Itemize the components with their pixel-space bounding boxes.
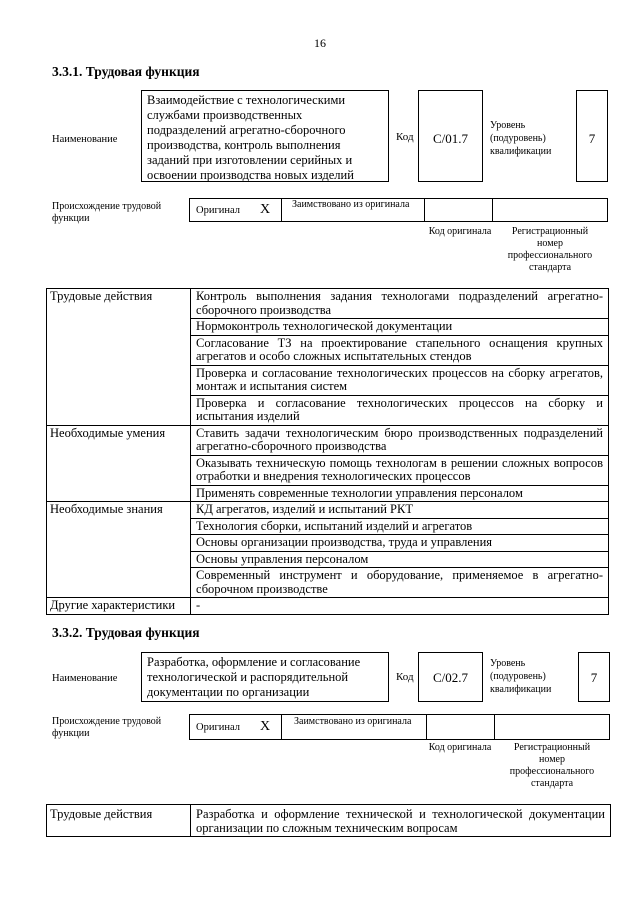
row-header: Другие характеристики	[47, 598, 191, 615]
original-label: Оригинал	[196, 722, 240, 733]
original-cell	[189, 714, 282, 740]
table-cell: Проверка и согласование технологических процессов на сборку агрегатов, монтаж и испытания систем	[191, 365, 609, 395]
origin-label: Происхождение трудовой функции	[52, 716, 162, 739]
table-cell: Оказывать техническую помощь технологам в решении сложных вопросов отработки и внедрения технологических процессов	[191, 455, 609, 485]
table-row	[47, 598, 609, 615]
page-number: 16	[314, 36, 326, 50]
function-name-box: Разработка, оформление и согласование технологической и распорядительной документации по организации	[141, 652, 389, 702]
row-header: Трудовые действия	[47, 805, 191, 837]
borrowed-cell	[281, 714, 427, 740]
level-value: 7	[590, 670, 598, 685]
section-heading: 3.3.1. Трудовая функция	[52, 64, 200, 79]
function-name-box: Взаимодействие с технологическими службами производственных подразделений агрегатно-сборочного производства, контроль выполнения заданий при изготовлении серийных и освоении производства новых изделий	[141, 90, 389, 182]
code-label: Код	[396, 131, 414, 143]
section-heading: 3.3.2. Трудовая функция	[52, 625, 200, 640]
reg-number-label: Регистрационный номер профессионального стандарта	[507, 226, 593, 273]
table-cell: Разработка и оформление технической и технологической документации организации по сложным техническим вопросам	[191, 805, 611, 837]
reg-number-label: Регистрационный номер профессионального стандарта	[509, 742, 595, 789]
table-row	[47, 289, 609, 319]
table-row	[47, 502, 609, 519]
borrowed-label: Заимствовано из оригинала	[292, 199, 410, 210]
original-mark: Х	[260, 202, 271, 217]
code-label: Код	[396, 671, 414, 683]
table-cell: Согласование ТЗ на проектирование стапельного оснащения крупных агрегатов и особо сложных испытательных стендов	[191, 335, 609, 365]
borrowed-label: Заимствовано из оригинала	[294, 716, 412, 727]
code-value: С/02.7	[432, 670, 469, 685]
name-label: Наименование	[52, 134, 118, 145]
row-header: Необходимые умения	[47, 425, 191, 502]
code-box	[418, 90, 483, 182]
code-original-cell	[426, 714, 495, 740]
table-cell: Ставить задачи технологическим бюро производственных подразделений агрегатно-сборочного производства	[191, 425, 609, 455]
code-box	[418, 652, 483, 702]
origin-label: Происхождение трудовой функции	[52, 201, 162, 224]
code-original-label: Код оригинала	[428, 226, 492, 237]
table-cell: Современный инструмент и оборудование, применяемое в агрегатно-сборочном производстве	[191, 568, 609, 598]
table-cell: Основы организации производства, труда и управления	[191, 535, 609, 552]
reg-number-cell	[494, 714, 610, 740]
original-mark: Х	[260, 719, 271, 734]
function-table	[46, 804, 611, 837]
level-label: Уровень (подуровень) квалификации	[490, 658, 552, 695]
table-row	[47, 805, 611, 837]
function-table	[46, 288, 609, 615]
name-label: Наименование	[52, 673, 118, 684]
table-cell: Нормоконтроль технологической документации	[191, 319, 609, 336]
table-cell: Технология сборки, испытаний изделий и агрегатов	[191, 518, 609, 535]
table-cell: -	[191, 598, 609, 615]
reg-number-cell	[492, 198, 608, 222]
code-original-label: Код оригинала	[428, 742, 492, 753]
level-value: 7	[588, 131, 596, 146]
original-cell	[189, 198, 282, 222]
borrowed-cell	[281, 198, 425, 222]
table-cell: Применять современные технологии управления персоналом	[191, 485, 609, 502]
row-header: Необходимые знания	[47, 502, 191, 598]
level-box	[576, 90, 608, 182]
level-label: Уровень (подуровень) квалификации	[490, 120, 552, 157]
code-original-cell	[424, 198, 493, 222]
table-cell: Проверка и согласование технологических процессов на сборку и испытания изделий	[191, 395, 609, 425]
row-header: Трудовые действия	[47, 289, 191, 426]
table-cell: Контроль выполнения задания технологами подразделений агрегатно-сборочного производства	[191, 289, 609, 319]
table-cell: Основы управления персоналом	[191, 551, 609, 568]
table-row	[47, 425, 609, 455]
code-value: С/01.7	[432, 131, 469, 146]
original-label: Оригинал	[196, 205, 240, 216]
level-box	[578, 652, 610, 702]
table-cell: КД агрегатов, изделий и испытаний РКТ	[191, 502, 609, 519]
